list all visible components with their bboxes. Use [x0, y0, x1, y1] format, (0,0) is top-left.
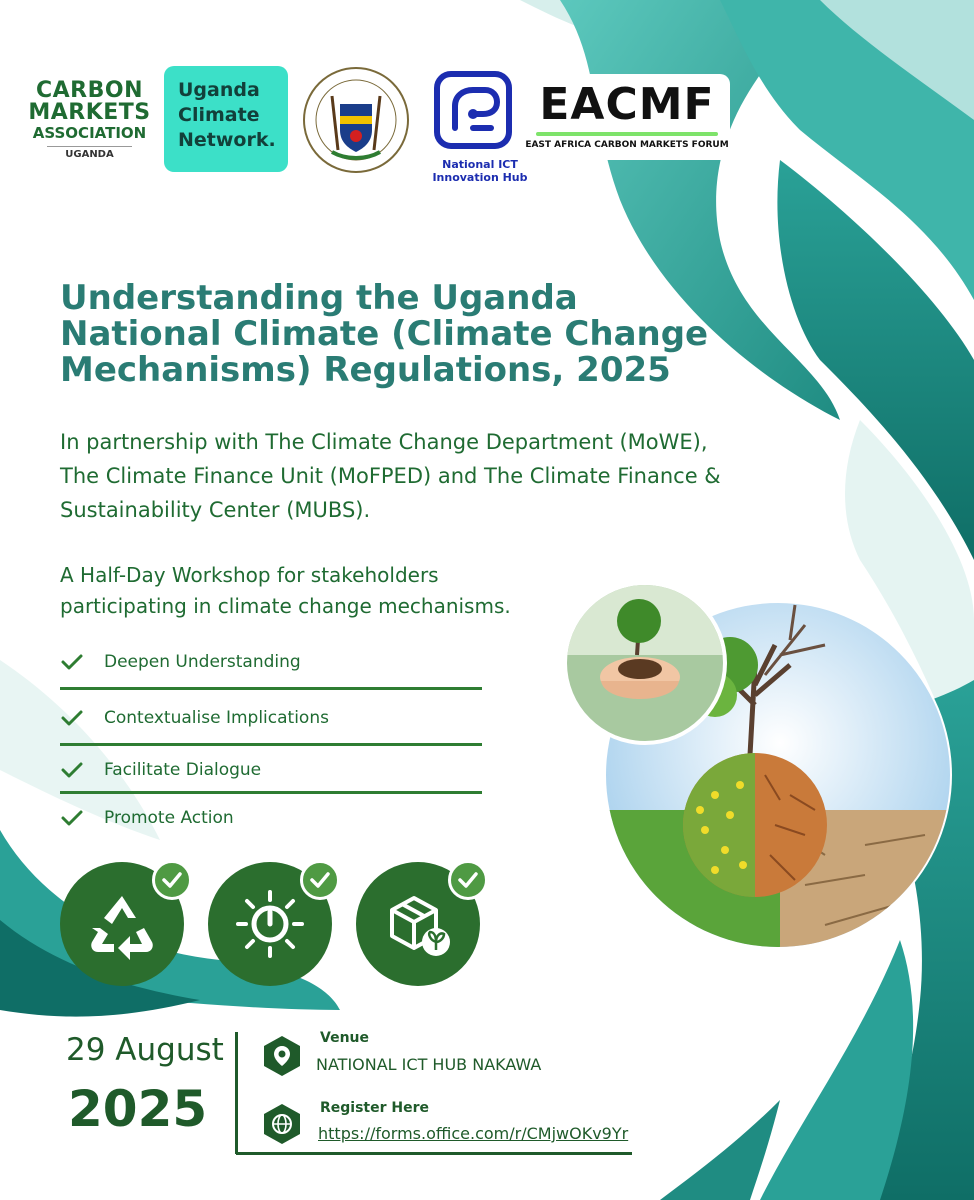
partnership-line-1: In partnership with The Climate Change Department (MoWE), [60, 430, 708, 454]
workshop-line-1: A Half-Day Workshop for stakeholders [60, 563, 439, 587]
location-pin-icon [260, 1034, 304, 1078]
carbon-markets-association-logo [22, 80, 157, 161]
check-icon [60, 706, 84, 730]
title-line-3: Mechanisms) Regulations, 2025 [60, 350, 671, 390]
check-badge-icon [448, 860, 488, 900]
eacmf-logo [524, 74, 730, 160]
objective-divider [60, 791, 482, 794]
objective-item [60, 706, 480, 736]
partnership-text [60, 425, 880, 527]
check-icon [60, 650, 84, 674]
ict-hub-icon [433, 70, 513, 150]
ict-line-1: National ICT [442, 158, 518, 171]
objective-label: Facilitate Dialogue [104, 760, 262, 780]
check-badge-icon [152, 860, 192, 900]
ict-line-2: Innovation Hub [432, 171, 528, 184]
check-badge-icon [300, 860, 340, 900]
cma-line-1: CARBON [36, 78, 143, 103]
workshop-description [60, 560, 580, 622]
title-line-1: Understanding the Uganda [60, 278, 578, 318]
cma-line-4: UGANDA [47, 146, 131, 160]
recycle-icon-circle [60, 862, 184, 986]
ucn-line-2: Climate [178, 104, 260, 126]
check-icon [60, 758, 84, 782]
register-label: Register Here [320, 1100, 430, 1116]
national-ict-innovation-hub-logo [425, 70, 535, 190]
check-icon [60, 806, 84, 830]
power-icon-circle [208, 862, 332, 986]
date-year: 2025 [68, 1080, 208, 1138]
earth-tree-illustration [565, 585, 955, 950]
objective-item [60, 650, 480, 680]
partnership-line-3: Sustainability Center (MUBS). [60, 498, 371, 522]
ucn-line-3: Network. [178, 129, 276, 151]
university-seal-icon [302, 66, 410, 174]
venue-value: NATIONAL ICT HUB NAKAWA [316, 1055, 542, 1074]
eco-box-icon-circle [356, 862, 480, 986]
date-day-month: 29 August [66, 1032, 224, 1068]
ucn-line-1: Uganda [178, 79, 260, 101]
globe-icon [260, 1102, 304, 1146]
venue-label: Venue [320, 1030, 369, 1046]
title-line-2: National Climate (Climate Change [60, 314, 709, 354]
objective-item [60, 806, 480, 836]
objective-item [60, 758, 480, 788]
uganda-climate-network-logo [164, 66, 288, 172]
objective-label: Deepen Understanding [104, 652, 301, 672]
cma-line-3: ASSOCIATION [32, 124, 147, 142]
objective-label: Promote Action [104, 808, 234, 828]
objective-divider [60, 743, 482, 746]
eacmf-underline [536, 132, 718, 136]
page-title [60, 280, 760, 388]
partnership-line-2: The Climate Finance Unit (MoFPED) and The Climate Finance & [60, 464, 721, 488]
date-divider [235, 1032, 238, 1154]
eacmf-subtitle: EAST AFRICA CARBON MARKETS FORUM [525, 140, 729, 150]
cma-line-2: MARKETS [28, 100, 151, 125]
objective-divider [60, 687, 482, 690]
eacmf-title: EACMF [539, 79, 715, 130]
footer-rule [236, 1152, 632, 1155]
register-link[interactable]: https://forms.office.com/r/CMjwOKv9Yr [318, 1124, 629, 1143]
objective-label: Contextualise Implications [104, 708, 329, 728]
workshop-line-2: participating in climate change mechanisms. [60, 594, 511, 618]
